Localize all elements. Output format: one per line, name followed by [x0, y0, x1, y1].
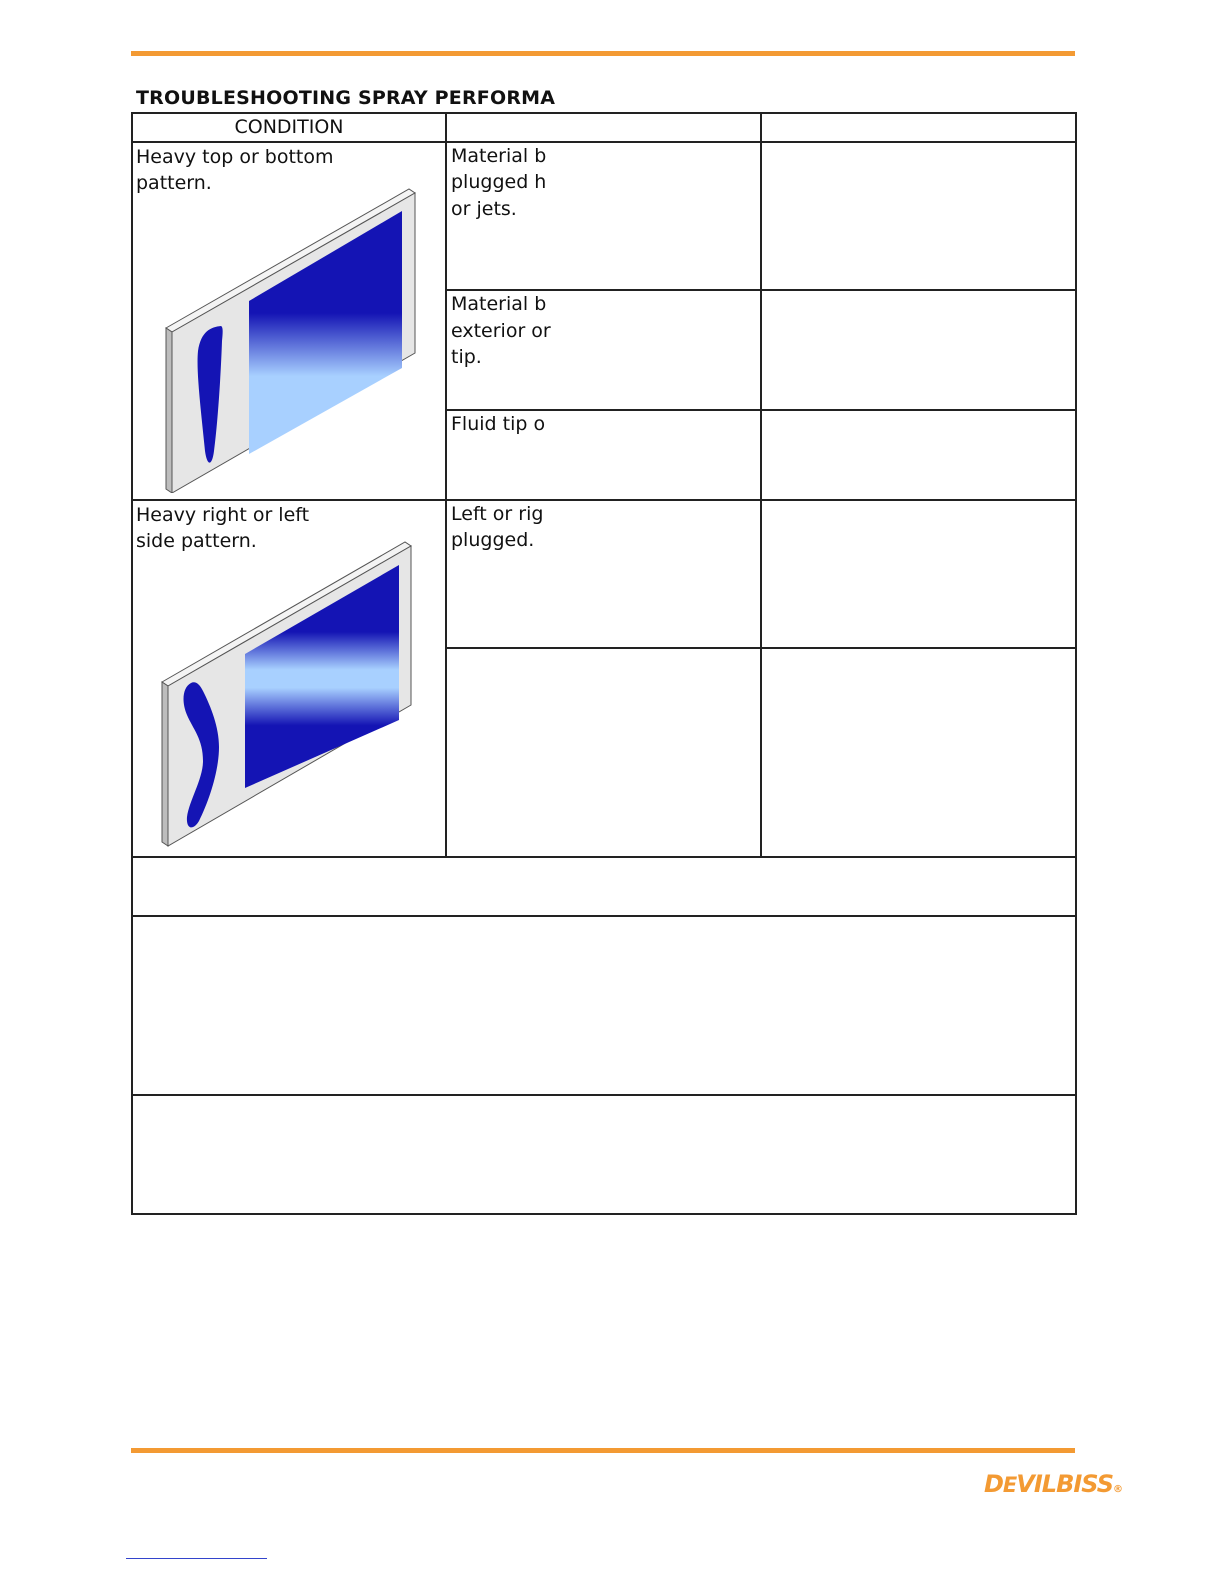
correction-cell-2: [761, 290, 1076, 410]
heavy-top-bottom-pattern-illustration: [163, 181, 423, 493]
correction-cell-4: [761, 500, 1076, 649]
devilbiss-logo: DEVILBISS®: [984, 1470, 1123, 1498]
header-cause: [446, 113, 761, 142]
cause-cell-1: [446, 142, 761, 291]
table-header-row: [132, 113, 1076, 142]
full-width-row-2: [132, 916, 1076, 1095]
cause-text-2: Material b exterior or tip.: [451, 293, 551, 369]
condition-text-1: Heavy top or bottom pattern.: [136, 145, 334, 194]
table-row: [132, 857, 1076, 916]
full-width-row-1: [132, 857, 1076, 916]
correction-cell-5: [761, 648, 1076, 856]
condition-text-2: Heavy right or left side pattern.: [136, 503, 310, 552]
correction-cell-1: [761, 142, 1076, 291]
table-row: [132, 1095, 1076, 1214]
cause-text-4: Left or rig plugged.: [451, 502, 544, 551]
header-correction: [761, 113, 1076, 142]
table-row: [132, 916, 1076, 1095]
heavy-side-pattern-illustration: [159, 539, 419, 851]
table-row: [132, 500, 1076, 649]
link-underline[interactable]: [126, 1558, 267, 1559]
troubleshooting-table: [131, 112, 1077, 1215]
full-width-row-3: [132, 1095, 1076, 1214]
correction-cell-3: [761, 410, 1076, 500]
cause-cell-3: [446, 410, 761, 500]
cause-text-3: Fluid tip o: [451, 412, 546, 435]
header-condition: CONDITION: [132, 113, 446, 142]
cause-text-1: Material b plugged h or jets.: [451, 144, 547, 220]
table-row: [132, 142, 1076, 291]
condition-cell-2: [132, 500, 446, 857]
cause-cell-4: [446, 500, 761, 649]
cause-cell-5: [446, 648, 761, 856]
condition-cell-1: [132, 142, 446, 500]
page-title: TROUBLESHOOTING SPRAY PERFORMA: [136, 87, 556, 109]
bottom-accent-rule: [131, 1448, 1075, 1453]
top-accent-rule: [131, 51, 1075, 56]
cause-cell-2: [446, 290, 761, 410]
